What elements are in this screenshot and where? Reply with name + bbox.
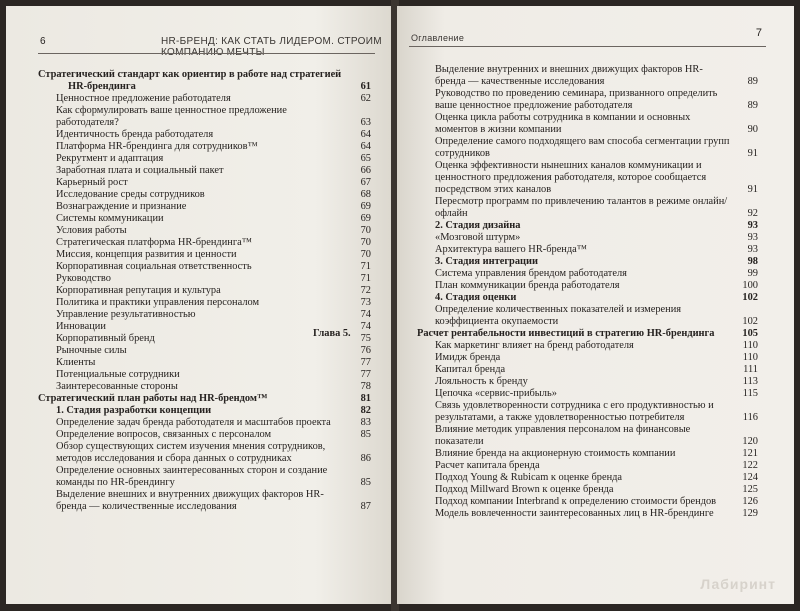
toc-entry-title: Подход Millward Brown к оценке бренда bbox=[435, 484, 614, 495]
toc-entry bbox=[46, 225, 371, 237]
toc-entry bbox=[46, 189, 371, 201]
toc-entry bbox=[46, 405, 371, 417]
toc-entry-title: Исследование среды сотрудников bbox=[56, 189, 205, 200]
toc-entry-title: Корпоративная репутация и культура bbox=[56, 285, 221, 296]
toc-entry bbox=[46, 213, 371, 225]
toc-entry bbox=[425, 364, 758, 376]
toc-entry-title: Выделение внешних и внутренних движущих факторов HR-бренда — количественные исследования bbox=[56, 489, 324, 512]
toc-entry bbox=[46, 357, 371, 369]
toc-entry-title: Имидж бренда bbox=[435, 352, 501, 363]
toc-entry bbox=[46, 201, 371, 213]
toc-entry-title: Системы коммуникации bbox=[56, 213, 164, 224]
left-page bbox=[6, 6, 393, 604]
toc-page-number: 89 bbox=[747, 76, 758, 87]
toc-page-number: 71 bbox=[360, 273, 371, 284]
toc-entry-title: 1. Стадия разработки концепции bbox=[56, 405, 212, 416]
toc-entry bbox=[46, 297, 371, 309]
toc-page-number: 110 bbox=[742, 352, 758, 363]
toc-entry bbox=[46, 177, 371, 189]
left-toc bbox=[38, 69, 371, 513]
toc-page-number: 77 bbox=[360, 357, 371, 368]
toc-page-number: 102 bbox=[742, 292, 758, 303]
toc-entry-title: Политика и практики управления персоналом bbox=[56, 297, 260, 308]
left-page-number: 6 bbox=[40, 36, 46, 47]
toc-entry bbox=[46, 141, 371, 153]
toc-page-number: 92 bbox=[747, 208, 758, 219]
toc-entry-title: Корпоративная социальная ответственность bbox=[56, 261, 252, 272]
toc-page-number: 89 bbox=[747, 100, 758, 111]
toc-entry-title: Как маркетинг влияет на бренд работодателя bbox=[435, 340, 634, 351]
toc-entry bbox=[425, 388, 758, 400]
right-page-number: 7 bbox=[755, 27, 762, 39]
toc-chapter-title: Стратегический стандарт как ориентир в работе над стратегией HR-брендинга bbox=[38, 69, 342, 92]
toc-entry bbox=[46, 369, 371, 381]
toc-entry bbox=[46, 153, 371, 165]
toc-page-number: 124 bbox=[742, 472, 758, 483]
toc-page-number: 85 bbox=[360, 429, 371, 440]
toc-entry bbox=[46, 345, 371, 357]
toc-entry-title: Определение задач бренда работодателя и масштабов проекта bbox=[56, 417, 331, 428]
toc-entry-title: «Мозговой штурм» bbox=[435, 232, 521, 243]
toc-page-number: 91 bbox=[747, 184, 758, 195]
toc-entry bbox=[425, 472, 758, 484]
toc-entry bbox=[46, 261, 371, 273]
toc-entry bbox=[425, 424, 758, 448]
toc-chapter-label: Глава 5. bbox=[313, 328, 351, 339]
toc-entry-title: Цепочка «сервис-прибыль» bbox=[435, 388, 557, 399]
toc-page-number: 74 bbox=[360, 321, 371, 332]
toc-entry-title: Выделение внутренних и внешних движущих факторов HR-бренда — качественные исследования bbox=[435, 64, 703, 87]
toc-entry bbox=[425, 460, 758, 472]
toc-entry-title: Руководство bbox=[56, 273, 111, 284]
toc-page-number: 69 bbox=[360, 201, 371, 212]
toc-page-number: 63 bbox=[360, 117, 371, 128]
toc-page-number: 91 bbox=[747, 148, 758, 159]
toc-entry bbox=[46, 165, 371, 177]
toc-entry bbox=[425, 220, 758, 232]
toc-entry bbox=[425, 112, 758, 136]
toc-entry-title: Оценка цикла работы сотрудника в компании и основных моментов в жизни компании bbox=[435, 112, 691, 135]
toc-entry bbox=[46, 249, 371, 261]
toc-entry-title: Влияние методик управления персоналом на финансовые показатели bbox=[435, 424, 691, 447]
toc-page-number: 67 bbox=[360, 177, 371, 188]
toc-entry bbox=[425, 136, 758, 160]
toc-entry-title: Связь удовлетворенности сотрудника с его продуктивностью и результатами, а также удовлетворенностью потребителя bbox=[435, 400, 714, 423]
toc-chapter-title: Стратегический план работы над HR-брендом™ bbox=[38, 393, 268, 404]
toc-entry bbox=[46, 105, 371, 129]
toc-page-number: 74 bbox=[360, 309, 371, 320]
toc-page-number: 102 bbox=[742, 316, 758, 327]
toc-page-number: 81 bbox=[360, 393, 371, 404]
toc-entry bbox=[46, 285, 371, 297]
toc-entry bbox=[425, 280, 758, 292]
toc-entry-title: Управление результативностью bbox=[56, 309, 196, 320]
toc-chapter-label bbox=[0, 393, 38, 405]
toc-page-number: 113 bbox=[742, 376, 758, 387]
toc-entry-title: Архитектура вашего HR-бренда™ bbox=[435, 244, 587, 255]
toc-entry-title: Корпоративный бренд bbox=[56, 333, 155, 344]
toc-entry bbox=[46, 129, 371, 141]
toc-page-number: 90 bbox=[747, 124, 758, 135]
toc-entry bbox=[46, 429, 371, 441]
toc-entry bbox=[425, 304, 758, 328]
toc-page-number: 120 bbox=[742, 436, 758, 447]
toc-entry bbox=[425, 268, 758, 280]
toc-entry bbox=[46, 237, 371, 249]
right-running-head: Оглавление bbox=[411, 33, 465, 43]
toc-entry bbox=[46, 441, 371, 465]
toc-entry-title: Подход компании Interbrand к определению стоимости брендов bbox=[435, 496, 717, 507]
toc-entry bbox=[46, 273, 371, 285]
toc-page-number: 64 bbox=[360, 129, 371, 140]
toc-page-number: 126 bbox=[742, 496, 758, 507]
right-header-rule bbox=[409, 46, 766, 47]
toc-page-number: 100 bbox=[742, 280, 758, 291]
toc-entry-title: Потенциальные сотрудники bbox=[56, 369, 180, 380]
toc-entry-title: Рекрутмент и адаптация bbox=[56, 153, 164, 164]
toc-entry bbox=[425, 352, 758, 364]
toc-entry-title: Миссия, концепция развития и ценности bbox=[56, 249, 237, 260]
toc-entry-title: Пересмотр программ по привлечению талантов в режиме онлайн/офлайн bbox=[435, 196, 728, 219]
toc-page-number: 85 bbox=[360, 477, 371, 488]
toc-entry-title: Влияние бренда на акционерную стоимость компании bbox=[435, 448, 676, 459]
toc-page-number: 77 bbox=[360, 369, 371, 380]
toc-page-number: 99 bbox=[747, 268, 758, 279]
toc-page-number: 75 bbox=[360, 333, 371, 344]
toc-entry-title: Обзор существующих систем изучения мнения сотрудников, методов исследования и сбора данных о сотрудниках bbox=[56, 441, 326, 464]
toc-chapter bbox=[38, 393, 371, 405]
toc-entry bbox=[425, 88, 758, 112]
toc-chapter bbox=[38, 69, 371, 93]
toc-page-number: 110 bbox=[742, 340, 758, 351]
toc-chapter-title: Расчет рентабельности инвестиций в стратегию HR-брендинга bbox=[417, 328, 715, 339]
toc-page-number: 111 bbox=[743, 364, 758, 375]
toc-entry-title: Платформа HR-брендинга для сотрудников™ bbox=[56, 141, 258, 152]
toc-entry-title: Модель вовлеченности заинтересованных лиц в HR-брендинге bbox=[435, 508, 714, 519]
left-header-rule bbox=[38, 53, 375, 54]
toc-entry-title: Идентичность бренда работодателя bbox=[56, 129, 214, 140]
toc-page-number: 87 bbox=[360, 501, 371, 512]
toc-page-number: 122 bbox=[742, 460, 758, 471]
toc-entry bbox=[425, 196, 758, 220]
toc-page-number: 61 bbox=[360, 81, 371, 92]
toc-entry-title: Условия работы bbox=[56, 225, 127, 236]
toc-entry bbox=[425, 292, 758, 304]
toc-page-number: 69 bbox=[360, 213, 371, 224]
toc-entry-title: Заработная плата и социальный пакет bbox=[56, 165, 224, 176]
toc-page-number: 72 bbox=[360, 285, 371, 296]
toc-entry-title: Определение самого подходящего вам способа сегментации групп сотрудников bbox=[435, 136, 730, 159]
toc-page-number: 76 bbox=[360, 345, 371, 356]
toc-page-number: 82 bbox=[360, 405, 371, 416]
toc-page-number: 66 bbox=[360, 165, 371, 176]
toc-page-number: 64 bbox=[360, 141, 371, 152]
toc-entry-title: Вознаграждение и признание bbox=[56, 201, 187, 212]
toc-entry bbox=[425, 484, 758, 496]
toc-entry bbox=[46, 309, 371, 321]
toc-entry-title: Карьерный рост bbox=[56, 177, 128, 188]
toc-entry bbox=[425, 64, 758, 88]
toc-entry bbox=[425, 256, 758, 268]
toc-page-number: 93 bbox=[747, 220, 758, 231]
toc-page-number: 98 bbox=[747, 256, 758, 267]
toc-entry bbox=[46, 465, 371, 489]
toc-entry-title: Лояльность к бренду bbox=[435, 376, 528, 387]
toc-entry bbox=[425, 376, 758, 388]
toc-entry-title: Капитал бренда bbox=[435, 364, 506, 375]
toc-entry-title: Определение основных заинтересованных сторон и создание команды по HR-брендингу bbox=[56, 465, 328, 488]
watermark-logo: Лабиринт bbox=[700, 576, 776, 592]
toc-entry-title: 4. Стадия оценки bbox=[435, 292, 517, 303]
toc-entry-title: Оценка эффективности нынешних каналов коммуникации и ценностного предложения работодателя, которое сообщается посредством этих каналов bbox=[435, 160, 707, 195]
toc-page-number: 70 bbox=[360, 249, 371, 260]
toc-entry bbox=[425, 508, 758, 520]
toc-entry bbox=[425, 340, 758, 352]
toc-page-number: 62 bbox=[360, 93, 371, 104]
toc-entry-title: Ценностное предложение работодателя bbox=[56, 93, 231, 104]
toc-page-number: 70 bbox=[360, 237, 371, 248]
toc-entry bbox=[425, 448, 758, 460]
toc-page-number: 83 bbox=[360, 417, 371, 428]
toc-page-number: 93 bbox=[747, 244, 758, 255]
toc-page-number: 65 bbox=[360, 153, 371, 164]
toc-entry-title: 3. Стадия интеграции bbox=[435, 256, 538, 267]
toc-entry bbox=[425, 496, 758, 508]
toc-entry-title: Клиенты bbox=[56, 357, 96, 368]
toc-entry-title: Определение вопросов, связанных с персоналом bbox=[56, 429, 272, 440]
toc-entry-title: Руководство по проведению семинара, призванного определить ваше ценностное предложение работодателя bbox=[435, 88, 718, 111]
toc-page-number: 68 bbox=[360, 189, 371, 200]
toc-entry bbox=[46, 417, 371, 429]
toc-entry bbox=[425, 400, 758, 424]
toc-entry bbox=[425, 232, 758, 244]
toc-entry bbox=[425, 160, 758, 196]
toc-chapter-label bbox=[0, 69, 38, 81]
toc-page-number: 125 bbox=[742, 484, 758, 495]
toc-entry-title: Стратегическая платформа HR-брендинга™ bbox=[56, 237, 252, 248]
toc-entry bbox=[46, 489, 371, 513]
toc-page-number: 70 bbox=[360, 225, 371, 236]
toc-page-number: 93 bbox=[747, 232, 758, 243]
toc-entry-title: Система управления брендом работодателя bbox=[435, 268, 627, 279]
toc-entry-title: План коммуникации бренда работодателя bbox=[435, 280, 620, 291]
toc-page-number: 105 bbox=[742, 328, 758, 339]
toc-entry-title: Рыночные силы bbox=[56, 345, 127, 356]
toc-page-number: 78 bbox=[360, 381, 371, 392]
left-running-head: HR-БРЕНД: КАК СТАТЬ ЛИДЕРОМ. СТРОИМ bbox=[161, 36, 382, 47]
toc-entry-title: Расчет капитала бренда bbox=[435, 460, 540, 471]
toc-entry-title: Заинтересованные стороны bbox=[56, 381, 178, 392]
toc-page-number: 71 bbox=[360, 261, 371, 272]
toc-entry bbox=[425, 244, 758, 256]
toc-page-number: 116 bbox=[742, 412, 758, 423]
toc-entry-title: Как сформулировать ваше ценностное предложение работодателя? bbox=[56, 105, 287, 128]
toc-page-number: 115 bbox=[742, 388, 758, 399]
toc-entry-title: 2. Стадия дизайна bbox=[435, 220, 521, 231]
toc-entry bbox=[46, 381, 371, 393]
toc-page-number: 73 bbox=[360, 297, 371, 308]
toc-page-number: 86 bbox=[360, 453, 371, 464]
toc-entry-title: Определение количественных показателей и измерения коэффициента окупаемости bbox=[435, 304, 682, 327]
toc-page-number: 129 bbox=[742, 508, 758, 519]
toc-entry-title: Подход Young & Rubicam к оценке бренда bbox=[435, 472, 623, 483]
toc-entry-title: Инновации bbox=[56, 321, 106, 332]
toc-entry bbox=[46, 93, 371, 105]
toc-page-number: 121 bbox=[742, 448, 758, 459]
